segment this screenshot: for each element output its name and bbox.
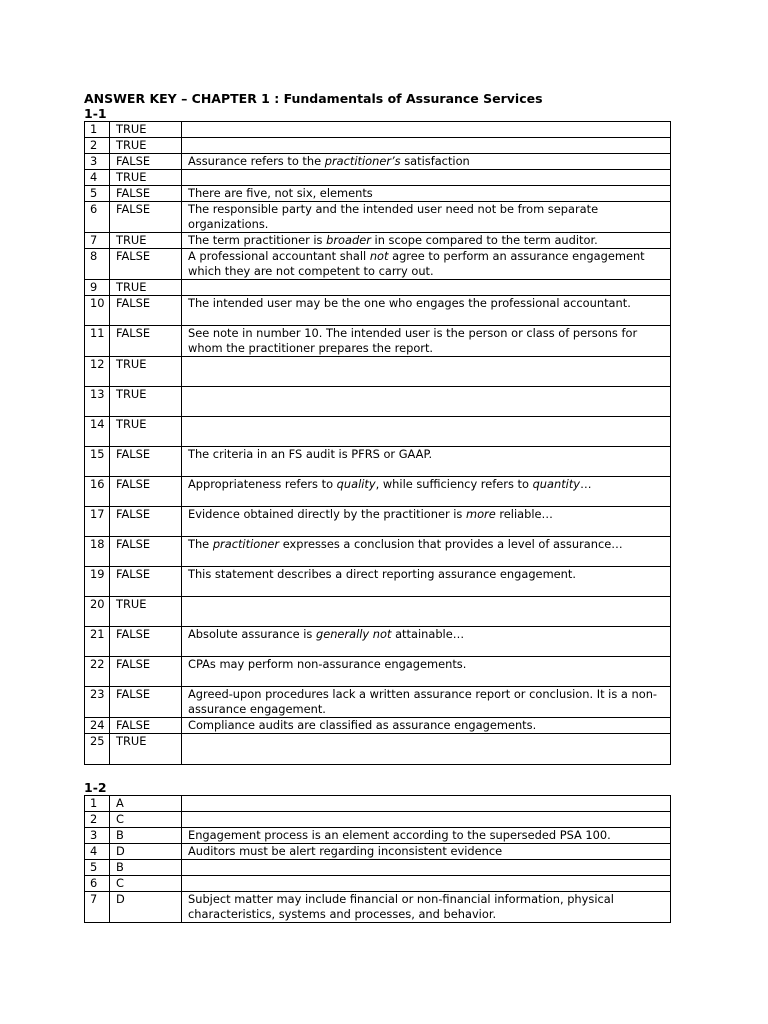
item-note: There are five, not six, elements bbox=[182, 186, 671, 202]
table-row bbox=[85, 417, 671, 447]
item-note: Agreed-upon procedures lack a written assurance report or conclusion. It is a non-assurance engagement. bbox=[182, 687, 671, 718]
item-answer: TRUE bbox=[110, 417, 182, 447]
item-answer: FALSE bbox=[110, 718, 182, 734]
note-segment: The term practitioner is bbox=[188, 233, 327, 247]
table-row bbox=[85, 811, 671, 827]
item-number: 24 bbox=[85, 718, 110, 734]
item-number: 15 bbox=[85, 447, 110, 477]
note-segment: Absolute assurance is bbox=[188, 627, 316, 641]
item-answer: TRUE bbox=[110, 138, 182, 154]
item-answer: B bbox=[110, 827, 182, 843]
item-answer: FALSE bbox=[110, 687, 182, 718]
item-answer: FALSE bbox=[110, 249, 182, 280]
item-note bbox=[182, 859, 671, 875]
note-segment: Appropriateness refers to bbox=[188, 477, 337, 491]
note-segment: , while sufficiency refers to bbox=[375, 477, 533, 491]
table-row bbox=[85, 186, 671, 202]
table-row bbox=[85, 859, 671, 875]
table-row bbox=[85, 357, 671, 387]
note-segment: The bbox=[188, 537, 213, 551]
item-note: The criteria in an FS audit is PFRS or GAAP. bbox=[182, 447, 671, 477]
note-segment: practitioner bbox=[212, 537, 280, 551]
note-segment: in scope compared to the term auditor. bbox=[370, 233, 598, 247]
table-row bbox=[85, 507, 671, 537]
item-number: 2 bbox=[85, 138, 110, 154]
note-segment: broader bbox=[326, 233, 371, 247]
item-note: Subject matter may include financial or non-financial information, physical characteristics, systems and processes, and behavior. bbox=[182, 891, 671, 922]
item-note bbox=[182, 811, 671, 827]
item-number: 17 bbox=[85, 507, 110, 537]
item-answer: TRUE bbox=[110, 734, 182, 765]
note-segment: expresses a conclusion that provides a level of assurance… bbox=[279, 537, 623, 551]
item-number: 25 bbox=[85, 734, 110, 765]
item-note bbox=[182, 477, 671, 507]
item-answer: TRUE bbox=[110, 280, 182, 296]
section-label-1-1: 1-1 bbox=[84, 106, 107, 121]
note-segment: practitioner’s bbox=[324, 154, 401, 168]
item-note bbox=[182, 875, 671, 891]
table-row bbox=[85, 597, 671, 627]
table-row bbox=[85, 567, 671, 597]
item-note bbox=[182, 154, 671, 170]
item-note bbox=[182, 249, 671, 280]
item-note bbox=[182, 170, 671, 186]
item-answer: TRUE bbox=[110, 233, 182, 249]
item-note bbox=[182, 627, 671, 657]
item-note bbox=[182, 122, 671, 138]
table-row bbox=[85, 827, 671, 843]
item-answer: FALSE bbox=[110, 326, 182, 357]
note-segment: A professional accountant shall bbox=[188, 249, 370, 263]
table-row bbox=[85, 627, 671, 657]
table-row bbox=[85, 326, 671, 357]
item-number: 3 bbox=[85, 827, 110, 843]
table-row bbox=[85, 718, 671, 734]
answer-table-1-2 bbox=[84, 795, 671, 923]
item-number: 1 bbox=[85, 795, 110, 811]
item-note bbox=[182, 795, 671, 811]
note-segment: agree to perform an assurance engagement which they are not competent to carry out. bbox=[188, 249, 645, 278]
item-number: 10 bbox=[85, 296, 110, 326]
note-segment: attainable… bbox=[391, 627, 465, 641]
table-row bbox=[85, 477, 671, 507]
item-number: 6 bbox=[85, 202, 110, 233]
table-row bbox=[85, 296, 671, 326]
table-row bbox=[85, 795, 671, 811]
item-number: 16 bbox=[85, 477, 110, 507]
item-answer: FALSE bbox=[110, 447, 182, 477]
item-note bbox=[182, 537, 671, 567]
answer-table-1-1 bbox=[84, 121, 671, 765]
note-segment: generally not bbox=[315, 627, 392, 641]
table-row bbox=[85, 891, 671, 922]
item-answer: D bbox=[110, 843, 182, 859]
item-note: See note in number 10. The intended user is the person or class of persons for whom the practitioner prepares the report. bbox=[182, 326, 671, 357]
item-answer: A bbox=[110, 795, 182, 811]
item-number: 7 bbox=[85, 233, 110, 249]
item-answer: FALSE bbox=[110, 627, 182, 657]
item-answer: TRUE bbox=[110, 597, 182, 627]
item-number: 11 bbox=[85, 326, 110, 357]
item-number: 21 bbox=[85, 627, 110, 657]
item-note bbox=[182, 734, 671, 765]
item-number: 4 bbox=[85, 170, 110, 186]
item-note bbox=[182, 597, 671, 627]
item-answer: D bbox=[110, 891, 182, 922]
item-note bbox=[182, 280, 671, 296]
item-number: 22 bbox=[85, 657, 110, 687]
item-note: CPAs may perform non-assurance engagements. bbox=[182, 657, 671, 687]
item-answer: FALSE bbox=[110, 657, 182, 687]
item-number: 9 bbox=[85, 280, 110, 296]
item-note bbox=[182, 387, 671, 417]
item-number: 12 bbox=[85, 357, 110, 387]
item-number: 6 bbox=[85, 875, 110, 891]
table-row bbox=[85, 687, 671, 718]
item-answer: C bbox=[110, 811, 182, 827]
table-row bbox=[85, 170, 671, 186]
item-number: 20 bbox=[85, 597, 110, 627]
note-segment: not bbox=[369, 249, 389, 263]
item-note: Compliance audits are classified as assurance engagements. bbox=[182, 718, 671, 734]
answer-key-document bbox=[84, 91, 670, 923]
item-number: 13 bbox=[85, 387, 110, 417]
item-number: 7 bbox=[85, 891, 110, 922]
document-title: ANSWER KEY – CHAPTER 1 : Fundamentals of Assurance Services bbox=[84, 91, 543, 106]
item-answer: FALSE bbox=[110, 507, 182, 537]
item-answer: FALSE bbox=[110, 537, 182, 567]
item-number: 1 bbox=[85, 122, 110, 138]
note-segment: quantity bbox=[532, 477, 581, 491]
table-row bbox=[85, 154, 671, 170]
item-note: The responsible party and the intended user need not be from separate organizations. bbox=[182, 202, 671, 233]
table-row bbox=[85, 249, 671, 280]
item-note: This statement describes a direct reporting assurance engagement. bbox=[182, 567, 671, 597]
item-note bbox=[182, 233, 671, 249]
item-answer: TRUE bbox=[110, 170, 182, 186]
table-row bbox=[85, 202, 671, 233]
item-number: 2 bbox=[85, 811, 110, 827]
table-row bbox=[85, 657, 671, 687]
item-note bbox=[182, 357, 671, 387]
item-number: 3 bbox=[85, 154, 110, 170]
table-row bbox=[85, 875, 671, 891]
note-segment: quality bbox=[336, 477, 376, 491]
item-number: 5 bbox=[85, 186, 110, 202]
item-number: 14 bbox=[85, 417, 110, 447]
table-row bbox=[85, 280, 671, 296]
table-row bbox=[85, 537, 671, 567]
note-segment: … bbox=[580, 477, 592, 491]
item-answer: B bbox=[110, 859, 182, 875]
section-label-1-2: 1-2 bbox=[84, 779, 107, 795]
table-row bbox=[85, 447, 671, 477]
note-segment: reliable… bbox=[495, 507, 553, 521]
item-answer: FALSE bbox=[110, 186, 182, 202]
table-row bbox=[85, 122, 671, 138]
note-segment: Evidence obtained directly by the practitioner is bbox=[188, 507, 466, 521]
table-row bbox=[85, 843, 671, 859]
table-row bbox=[85, 233, 671, 249]
item-answer: TRUE bbox=[110, 387, 182, 417]
item-answer: C bbox=[110, 875, 182, 891]
item-note bbox=[182, 138, 671, 154]
item-answer: FALSE bbox=[110, 202, 182, 233]
item-number: 4 bbox=[85, 843, 110, 859]
item-number: 18 bbox=[85, 537, 110, 567]
item-answer: FALSE bbox=[110, 567, 182, 597]
item-note bbox=[182, 507, 671, 537]
item-number: 5 bbox=[85, 859, 110, 875]
item-note: Engagement process is an element according to the superseded PSA 100. bbox=[182, 827, 671, 843]
item-note: The intended user may be the one who engages the professional accountant. bbox=[182, 296, 671, 326]
item-answer: TRUE bbox=[110, 357, 182, 387]
item-answer: FALSE bbox=[110, 477, 182, 507]
item-answer: FALSE bbox=[110, 154, 182, 170]
table-row bbox=[85, 734, 671, 765]
item-answer: FALSE bbox=[110, 296, 182, 326]
note-segment: Assurance refers to the bbox=[188, 154, 325, 168]
table-row bbox=[85, 387, 671, 417]
item-number: 8 bbox=[85, 249, 110, 280]
item-note bbox=[182, 417, 671, 447]
table-row bbox=[85, 138, 671, 154]
item-number: 19 bbox=[85, 567, 110, 597]
note-segment: more bbox=[465, 507, 496, 521]
note-segment: satisfaction bbox=[400, 154, 470, 168]
item-note: Auditors must be alert regarding inconsistent evidence bbox=[182, 843, 671, 859]
item-answer: TRUE bbox=[110, 122, 182, 138]
item-number: 23 bbox=[85, 687, 110, 718]
